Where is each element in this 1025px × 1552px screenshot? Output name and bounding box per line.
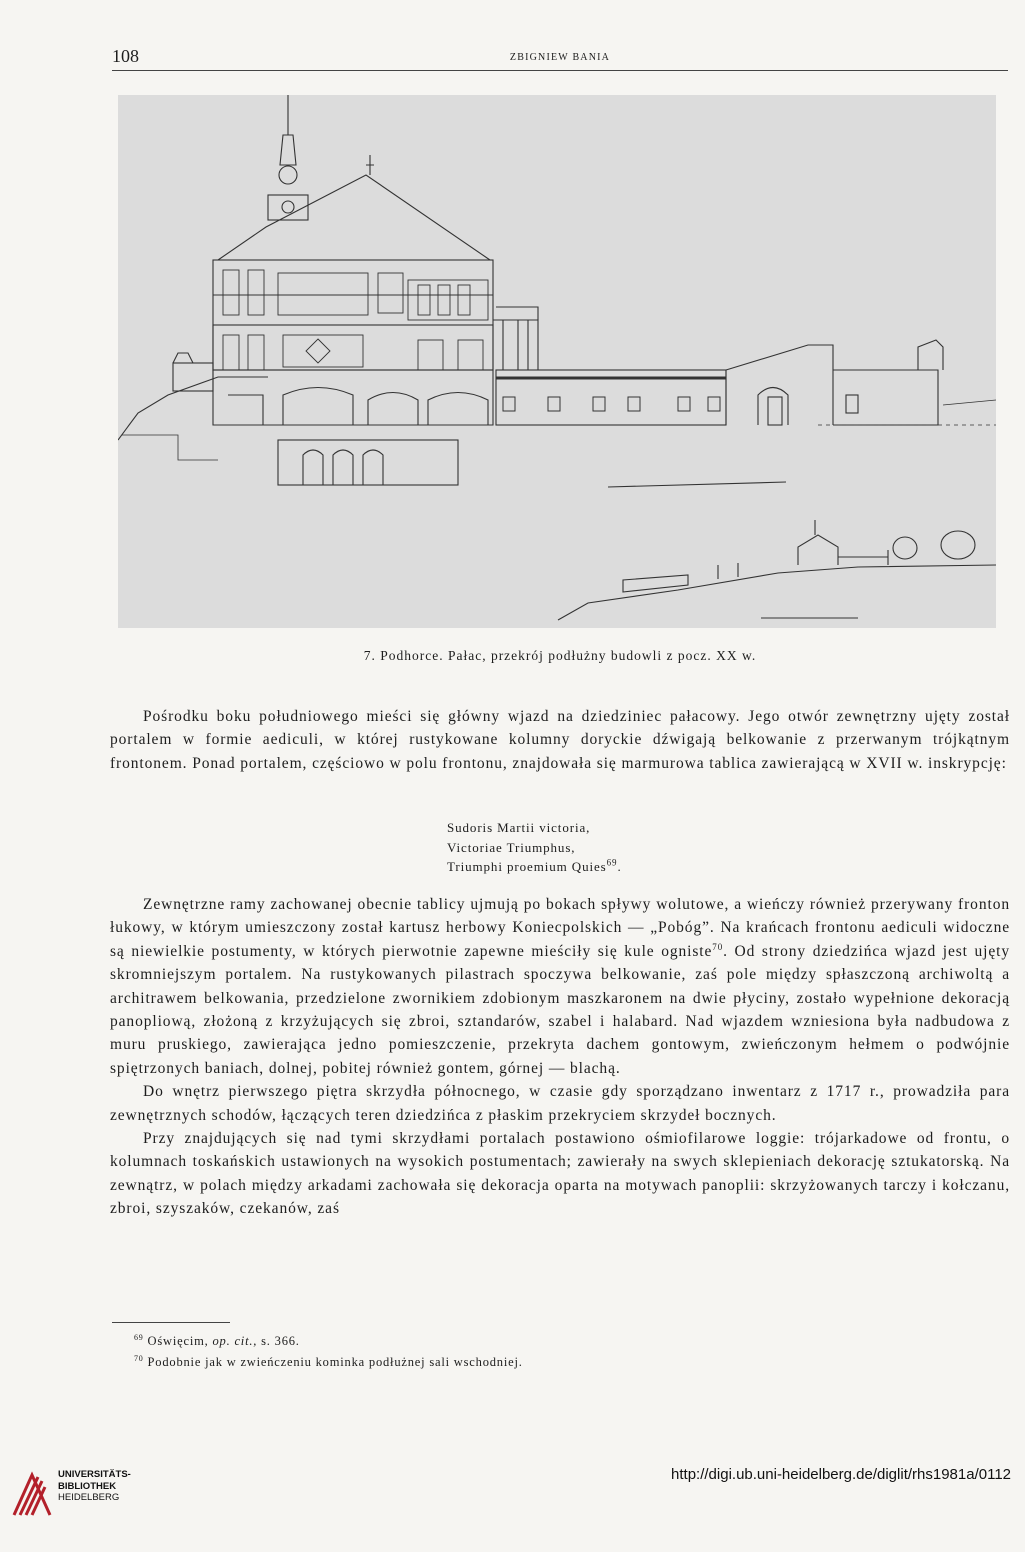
footnote-text: s. 366.	[257, 1334, 300, 1348]
drawing-roof	[218, 175, 490, 260]
paragraph: Do wnętrz pierwszego piętra skrzydła północnego, w czasie gdy sporządzano inwentarz z 1717 r., prowadziła para zewnętrznych schodów, łączących teren dziedzińca z płaskim przekryciem skrzydeł bocznych.	[110, 1083, 1010, 1124]
drawing-loggia	[493, 320, 538, 370]
footnote-ref-italic: op. cit.,	[212, 1334, 258, 1348]
drawing-ground-line	[118, 377, 268, 440]
logo-line: HEIDELBERG	[58, 1492, 120, 1503]
paragraph: Pośrodku boku południowego mieści się główny wjazd na dziedziniec pałacowy. Jego otwór zewnętrzny ujęty został portalem w formie aediculi, w której rustykowane kolumny doryckie dźwigają belkowanie z przerwanym trójkątnym frontonem. Ponad portalem, częściowo w polu frontonu, znajdowała się marmurowa tablica zawierającą w XVII w. inskrypcję:	[110, 708, 1010, 772]
drawing-gate-pavilion	[726, 345, 833, 425]
page-number: 108	[112, 46, 139, 66]
footnote-text: Podobnie jak w zwieńczeniu kominka podłużnej sali wschodniej.	[147, 1355, 523, 1369]
inscription-line: Victoriae Triumphus,	[447, 839, 576, 855]
figure-caption: 7. Podhorce. Pałac, przekrój podłużny budowli z pocz. XX w.	[363, 648, 757, 663]
running-head-author: ZBIGNIEW BANIA	[509, 52, 611, 63]
figure-palace-section-drawing	[118, 95, 996, 628]
footnote-ref[interactable]: 70	[712, 941, 724, 952]
running-header	[112, 44, 1008, 71]
footnote-divider	[112, 1322, 230, 1323]
paragraph-text: . Od strony dziedzińca wjazd jest ujęty skromniejszym portalem. Na rustykowanych pilastrach spoczywa belkowanie, zaś pole między spłaszczoną archiwoltą a architrawem belkowania, przedzielone zwornikiem zdobionym maszkaronem na dwie płyciny, zostało wypełnione dekoracją panopliową, złożoną z krzyżujących się zbroi, sztandarów, szabel i halabard. Nad wjazdem wzniesiona była nadbudowa z muru pruskiego, zawierająca jedno pomieszczenie, przekryta dachem gontowym, zwieńczonym hełmem o podwójnie spiętrzonych baniach, dolnej, pobitej również gontem, górnej — blachą.	[110, 942, 1010, 1077]
footnote-author: Oświęcim,	[147, 1334, 209, 1348]
palace-section-drawing	[118, 95, 996, 628]
drawing-site-section	[558, 565, 996, 620]
logo-line: UNIVERSITÄTS-	[58, 1469, 131, 1480]
inscription-quote	[447, 818, 622, 877]
drawing-spire	[280, 95, 296, 165]
library-logo[interactable]	[12, 1465, 172, 1525]
inscription-end: .	[617, 859, 622, 874]
footnote	[134, 1331, 994, 1352]
footnote-number: 70	[134, 1353, 144, 1363]
paragraph-text: Zewnętrzne ramy zachowanej obecnie tablicy ujmują po bokach spływy wolutowe, a wieńczy również przerywany fronton łukowy, w którym umieszczony został kartusz herbowy Koniecpolskich — „Pobóg”. Na krańcach frontonu aediculi widoczne są niewielkie postumenty, w których pierwotnie zapewne mieściły się kule ogniste	[110, 896, 1010, 960]
inscription-line: Sudoris Martii victoria,	[447, 820, 591, 835]
paragraph: Przy znajdujących się nad tymi skrzydłami portalach postawiono ośmiofilarowe loggie: trójarkadowe od frontu, o kolumnach toskańskich ustawionych na wysokich postumentach; zawierały na swych sklepieniach dekorację sztukatorską. Na zewnątrz, w polach między arkadami zachowała się dekoracja oparta na motywach panoplii: skrzyżowanych tarczy i kołczanu, zbroi, szyszaków, czekanów, zaś	[110, 1130, 1010, 1218]
footnote	[134, 1352, 994, 1373]
library-logo-icon	[12, 1467, 52, 1517]
footnote-ref[interactable]: 69	[606, 857, 618, 868]
inscription-line-last	[447, 857, 622, 877]
body-text-bottom	[110, 893, 1010, 1221]
logo-line: BIBLIOTHEK	[58, 1480, 117, 1492]
paragraph	[110, 893, 1010, 1080]
drawing-scale-bar	[608, 482, 786, 487]
footnote-number: 69	[134, 1332, 144, 1342]
source-url-link[interactable]: http://digi.ub.uni-heidelberg.de/diglit/rhs1981a/0112	[671, 1466, 1011, 1483]
body-text-top	[110, 705, 1010, 775]
inscription-line: Triumphi proemium Quies	[447, 859, 607, 874]
library-logo-text	[58, 1469, 131, 1504]
footnotes	[134, 1331, 994, 1373]
